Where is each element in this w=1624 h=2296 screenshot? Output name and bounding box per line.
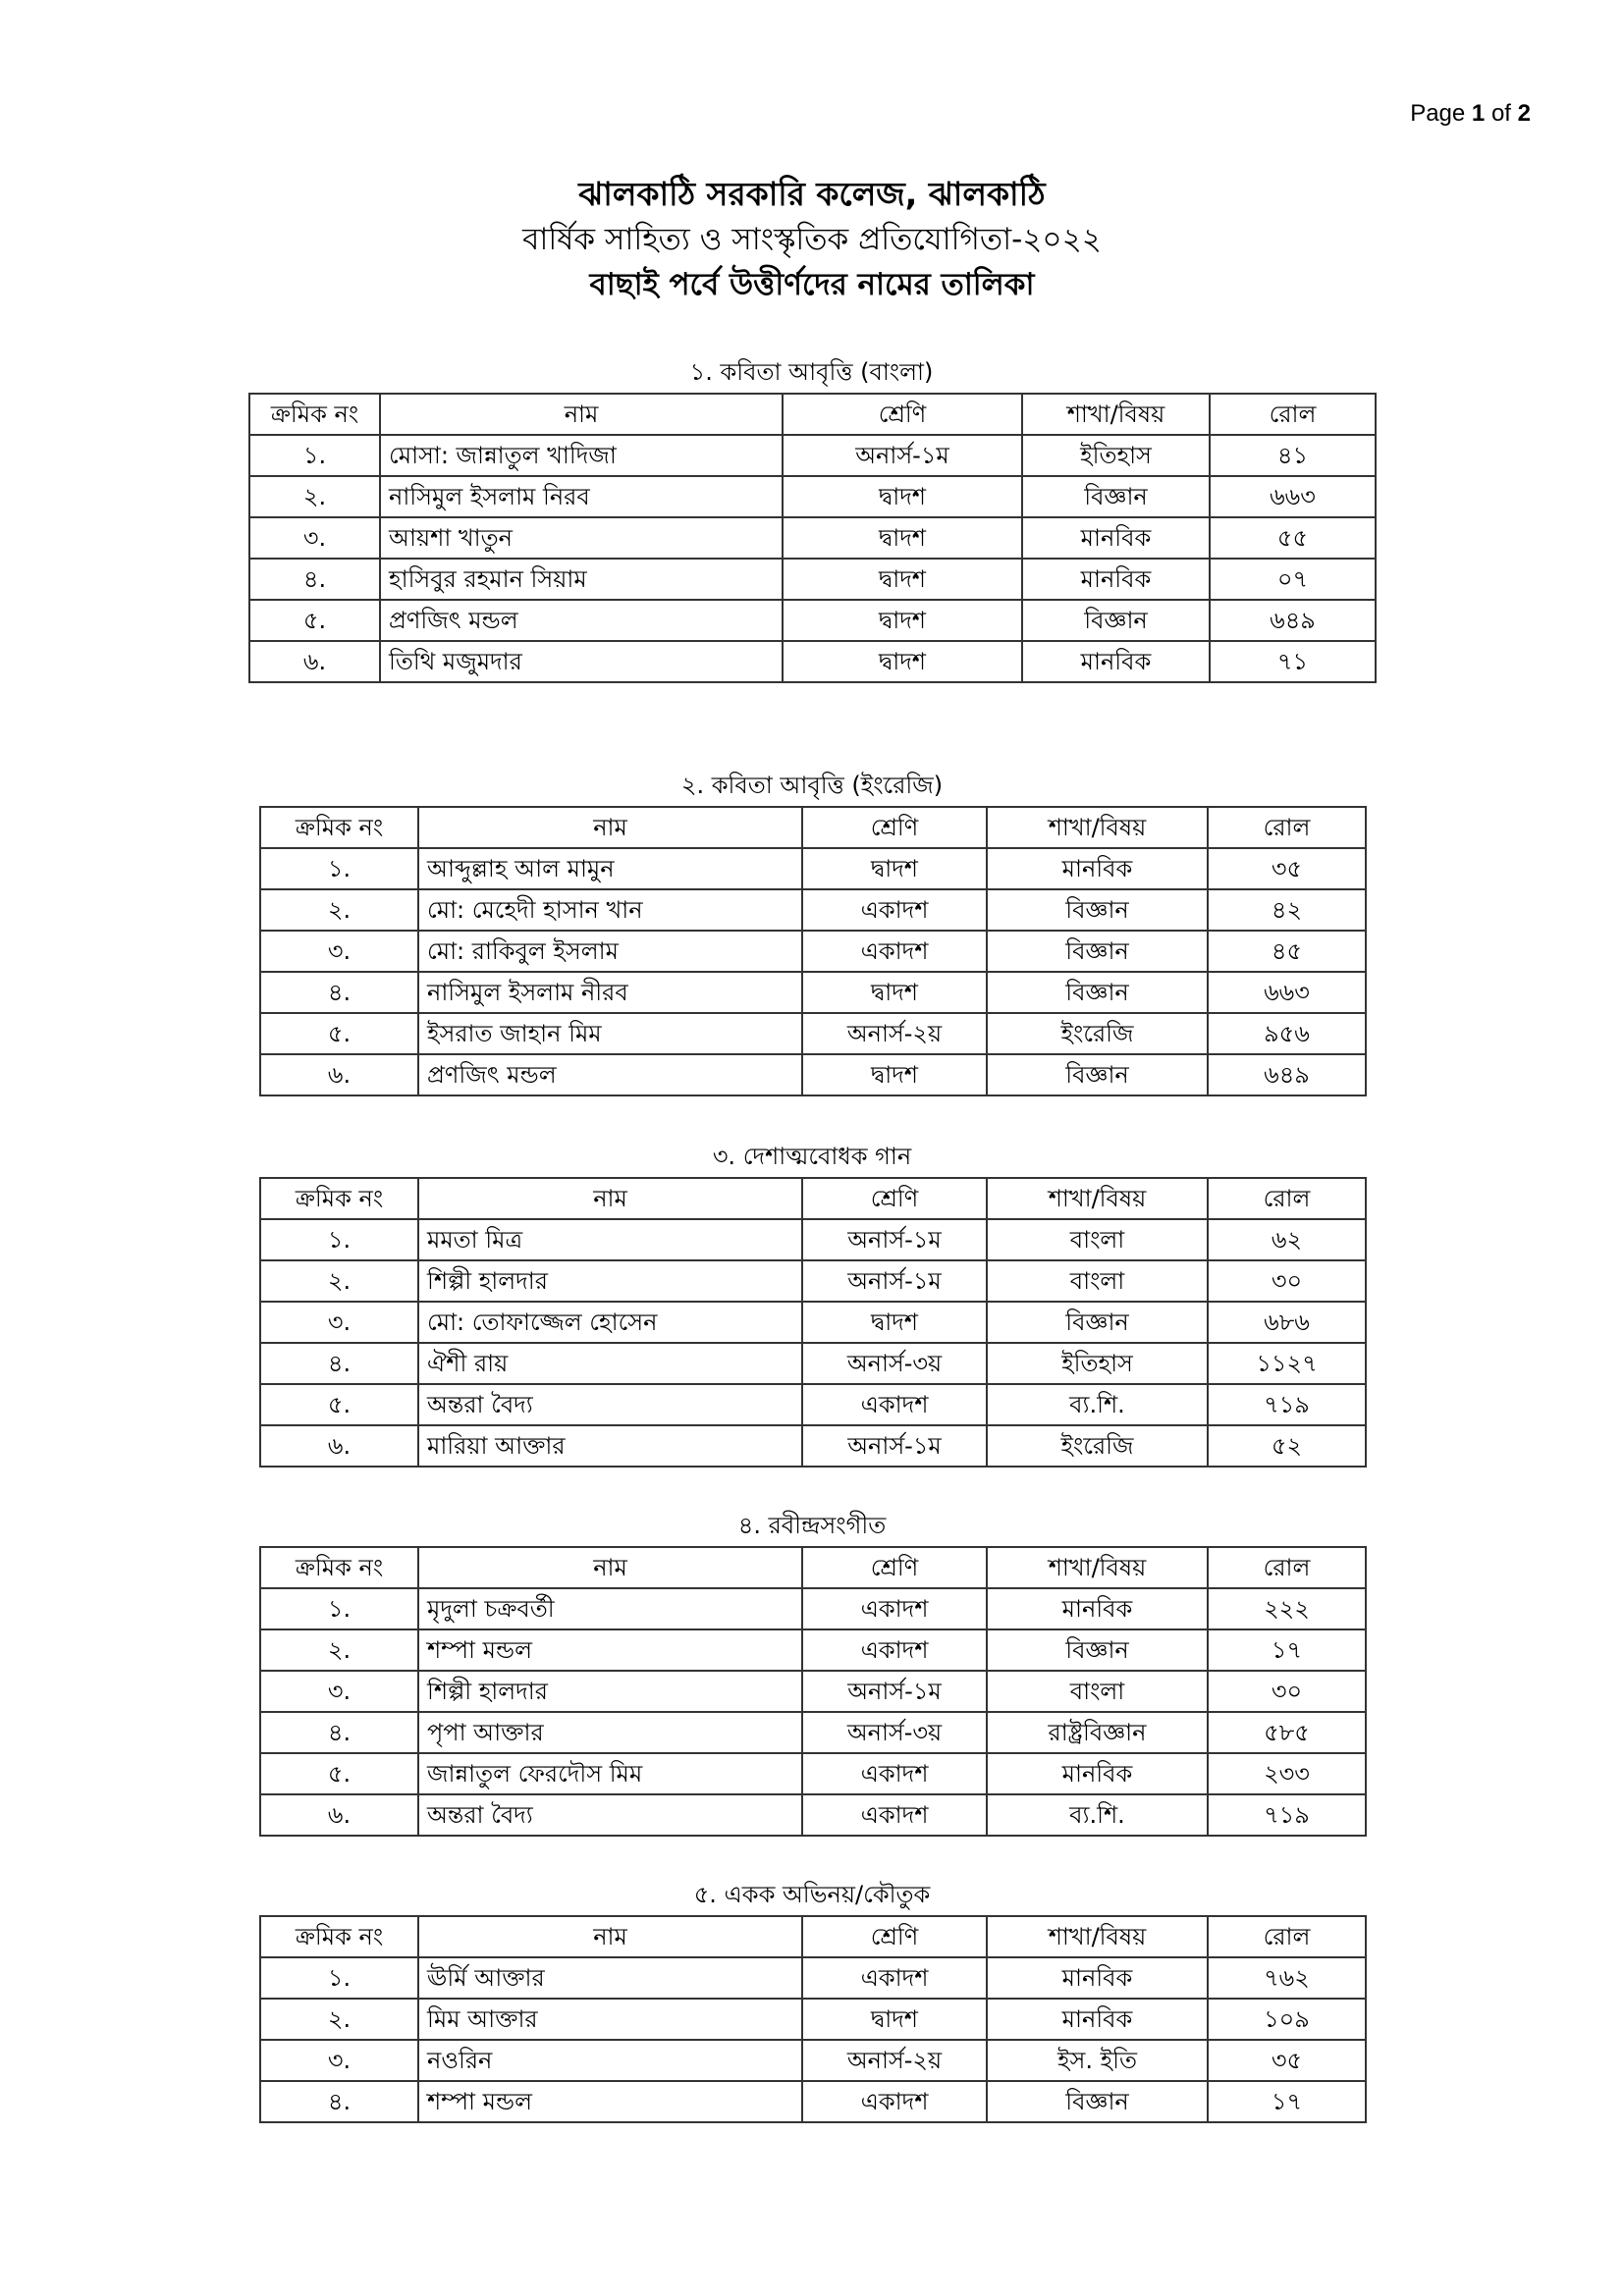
branch-cell: বাংলা bbox=[987, 1219, 1208, 1260]
roll-cell: ১৭ bbox=[1208, 1629, 1366, 1671]
table-row bbox=[260, 1794, 1366, 1836]
column-header-branch: শাখা/বিষয় bbox=[1022, 394, 1210, 435]
section-title: ৪. রবীন্দ্রসংগীত bbox=[737, 1512, 887, 1539]
roll-cell: ৭১৯ bbox=[1208, 1794, 1366, 1836]
name-cell: অন্তরা বৈদ্য bbox=[418, 1384, 802, 1425]
serial-cell: ৬. bbox=[249, 641, 380, 682]
roll-cell: ৪১ bbox=[1210, 435, 1376, 476]
class-cell: একাদশ bbox=[802, 1629, 987, 1671]
table-row bbox=[260, 1629, 1366, 1671]
name-cell: শম্পা মন্ডল bbox=[418, 1629, 802, 1671]
roll-cell: ২২২ bbox=[1208, 1588, 1366, 1629]
branch-cell: মানবিক bbox=[987, 1588, 1208, 1629]
class-cell: অনার্স-২য় bbox=[802, 1013, 987, 1054]
column-header-branch: শাখা/বিষয় bbox=[987, 1547, 1208, 1588]
participants-table bbox=[259, 806, 1367, 1096]
class-cell: দ্বাদশ bbox=[802, 848, 987, 889]
roll-cell: ৩৫ bbox=[1208, 2040, 1366, 2081]
roll-cell: ৩০ bbox=[1208, 1260, 1366, 1302]
column-header-name: নাম bbox=[418, 1178, 802, 1219]
class-cell: অনার্স-১ম bbox=[783, 435, 1022, 476]
branch-cell: মানবিক bbox=[987, 1957, 1208, 1999]
table-row bbox=[260, 1384, 1366, 1425]
column-header-serial: ক্রমিক নং bbox=[260, 807, 418, 848]
class-cell: দ্বাদশ bbox=[783, 476, 1022, 517]
class-cell: দ্বাদশ bbox=[802, 972, 987, 1013]
branch-cell: বাংলা bbox=[987, 1260, 1208, 1302]
column-header-class: শ্রেণি bbox=[802, 1547, 987, 1588]
column-header-name: নাম bbox=[418, 1547, 802, 1588]
branch-cell: ইতিহাস bbox=[987, 1343, 1208, 1384]
column-header-serial: ক্রমিক নং bbox=[260, 1547, 418, 1588]
name-cell: মো: রাকিবুল ইসলাম bbox=[418, 931, 802, 972]
name-cell: ঊর্মি আক্তার bbox=[418, 1957, 802, 1999]
class-cell: অনার্স-১ম bbox=[802, 1671, 987, 1712]
name-cell: জান্নাতুল ফেরদৌস মিম bbox=[418, 1753, 802, 1794]
column-header-name: নাম bbox=[380, 394, 783, 435]
column-header-serial: ক্রমিক নং bbox=[260, 1178, 418, 1219]
name-cell: আব্দুল্লাহ আল মামুন bbox=[418, 848, 802, 889]
roll-cell: ৬৪৯ bbox=[1208, 1054, 1366, 1095]
branch-cell: ব্য.শি. bbox=[987, 1794, 1208, 1836]
table-row bbox=[249, 641, 1376, 682]
name-cell: শিল্পী হালদার bbox=[418, 1260, 802, 1302]
serial-cell: ৬. bbox=[260, 1054, 418, 1095]
serial-cell: ৪. bbox=[260, 1343, 418, 1384]
class-cell: একাদশ bbox=[802, 1753, 987, 1794]
section-3 bbox=[259, 1140, 1365, 1468]
section-2 bbox=[259, 769, 1365, 1096]
column-header-serial: ক্রমিক নং bbox=[260, 1916, 418, 1957]
section-5 bbox=[259, 1878, 1365, 2123]
column-header-class: শ্রেণি bbox=[802, 1178, 987, 1219]
table-header-row bbox=[249, 394, 1376, 435]
serial-cell: ২. bbox=[260, 889, 418, 931]
page-number bbox=[1410, 100, 1531, 128]
class-cell: অনার্স-১ম bbox=[802, 1425, 987, 1467]
name-cell: শিল্পী হালদার bbox=[418, 1671, 802, 1712]
serial-cell: ৬. bbox=[260, 1794, 418, 1836]
name-cell: মো: মেহেদী হাসান খান bbox=[418, 889, 802, 931]
section-title: ২. কবিতা আবৃত্তি (ইংরেজি) bbox=[680, 772, 944, 799]
serial-cell: ২. bbox=[260, 1629, 418, 1671]
class-cell: একাদশ bbox=[802, 2081, 987, 2122]
table-row bbox=[260, 1219, 1366, 1260]
class-cell: একাদশ bbox=[802, 1588, 987, 1629]
name-cell: শম্পা মন্ডল bbox=[418, 2081, 802, 2122]
table-row bbox=[260, 1712, 1366, 1753]
roll-cell: ৩৫ bbox=[1208, 848, 1366, 889]
section-title: ১. কবিতা আবৃত্তি (বাংলা) bbox=[689, 358, 934, 386]
name-cell: নাসিমুল ইসলাম নীরব bbox=[418, 972, 802, 1013]
branch-cell: বিজ্ঞান bbox=[987, 889, 1208, 931]
page-total: 2 bbox=[1517, 100, 1531, 127]
name-cell: মারিয়া আক্তার bbox=[418, 1425, 802, 1467]
serial-cell: ২. bbox=[249, 476, 380, 517]
name-cell: হাসিবুর রহমান সিয়াম bbox=[380, 559, 783, 600]
serial-cell: ৪. bbox=[260, 1712, 418, 1753]
section-1 bbox=[248, 355, 1375, 683]
table-row bbox=[260, 1260, 1366, 1302]
branch-cell: রাষ্ট্রবিজ্ঞান bbox=[987, 1712, 1208, 1753]
roll-cell: ৬৮৬ bbox=[1208, 1302, 1366, 1343]
column-header-class: শ্রেণি bbox=[802, 807, 987, 848]
roll-cell: ৫৮৫ bbox=[1208, 1712, 1366, 1753]
class-cell: দ্বাদশ bbox=[783, 600, 1022, 641]
name-cell: প্রণজিৎ মন্ডল bbox=[380, 600, 783, 641]
class-cell: একাদশ bbox=[802, 1794, 987, 1836]
column-header-roll: রোল bbox=[1208, 807, 1366, 848]
name-cell: আয়শা খাতুন bbox=[380, 517, 783, 559]
name-cell: প্রণজিৎ মন্ডল bbox=[418, 1054, 802, 1095]
name-cell: পৃপা আক্তার bbox=[418, 1712, 802, 1753]
serial-cell: ১. bbox=[260, 848, 418, 889]
class-cell: দ্বাদশ bbox=[802, 1054, 987, 1095]
roll-cell: ৭১৯ bbox=[1208, 1384, 1366, 1425]
branch-cell: ইংরেজি bbox=[987, 1013, 1208, 1054]
serial-cell: ৩. bbox=[260, 1302, 418, 1343]
roll-cell: ৩০ bbox=[1208, 1671, 1366, 1712]
section-4 bbox=[259, 1509, 1365, 1837]
name-cell: তিথি মজুমদার bbox=[380, 641, 783, 682]
name-cell: নাসিমুল ইসলাম নিরব bbox=[380, 476, 783, 517]
roll-cell: ৪২ bbox=[1208, 889, 1366, 931]
serial-cell: ৪. bbox=[260, 972, 418, 1013]
name-cell: মিম আক্তার bbox=[418, 1999, 802, 2040]
class-cell: অনার্স-১ম bbox=[802, 1219, 987, 1260]
serial-cell: ৬. bbox=[260, 1425, 418, 1467]
name-cell: নওরিন bbox=[418, 2040, 802, 2081]
table-header-row bbox=[260, 1547, 1366, 1588]
class-cell: দ্বাদশ bbox=[783, 517, 1022, 559]
branch-cell: ইতিহাস bbox=[1022, 435, 1210, 476]
branch-cell: বিজ্ঞান bbox=[987, 931, 1208, 972]
serial-cell: ৩. bbox=[260, 1671, 418, 1712]
class-cell: একাদশ bbox=[802, 1384, 987, 1425]
section-title: ৩. দেশাত্মবোধক গান bbox=[712, 1143, 912, 1170]
name-cell: অন্তরা বৈদ্য bbox=[418, 1794, 802, 1836]
participants-table bbox=[248, 393, 1377, 683]
table-row bbox=[260, 1671, 1366, 1712]
branch-cell: মানবিক bbox=[1022, 559, 1210, 600]
roll-cell: ৫২ bbox=[1208, 1425, 1366, 1467]
serial-cell: ৩. bbox=[249, 517, 380, 559]
roll-cell: ৬৬৩ bbox=[1208, 972, 1366, 1013]
table-row bbox=[249, 600, 1376, 641]
page-current: 1 bbox=[1471, 100, 1486, 127]
page-of: of bbox=[1490, 100, 1511, 127]
column-header-roll: রোল bbox=[1208, 1916, 1366, 1957]
table-row bbox=[260, 972, 1366, 1013]
class-cell: দ্বাদশ bbox=[783, 641, 1022, 682]
table-row bbox=[260, 2040, 1366, 2081]
class-cell: একাদশ bbox=[802, 1957, 987, 1999]
table-row bbox=[260, 1343, 1366, 1384]
class-cell: অনার্স-২য় bbox=[802, 2040, 987, 2081]
serial-cell: ১. bbox=[260, 1219, 418, 1260]
column-header-serial: ক্রমিক নং bbox=[249, 394, 380, 435]
table-row bbox=[260, 1957, 1366, 1999]
serial-cell: ৩. bbox=[260, 931, 418, 972]
table-row bbox=[260, 1999, 1366, 2040]
serial-cell: ৪. bbox=[260, 2081, 418, 2122]
table-row bbox=[249, 517, 1376, 559]
name-cell: ইসরাত জাহান মিম bbox=[418, 1013, 802, 1054]
class-cell: দ্বাদশ bbox=[802, 1302, 987, 1343]
roll-cell: ৬৪৯ bbox=[1210, 600, 1376, 641]
table-row bbox=[249, 435, 1376, 476]
column-header-roll: রোল bbox=[1210, 394, 1376, 435]
column-header-branch: শাখা/বিষয় bbox=[987, 1178, 1208, 1219]
class-cell: দ্বাদশ bbox=[802, 1999, 987, 2040]
branch-cell: ব্য.শি. bbox=[987, 1384, 1208, 1425]
serial-cell: ৪. bbox=[249, 559, 380, 600]
column-header-name: নাম bbox=[418, 1916, 802, 1957]
branch-cell: বিজ্ঞান bbox=[987, 2081, 1208, 2122]
branch-cell: বাংলা bbox=[987, 1671, 1208, 1712]
roll-cell: ৬৬৩ bbox=[1210, 476, 1376, 517]
institution-title: ঝালকাঠি সরকারি কলেজ, ঝালকাঠি bbox=[578, 175, 1046, 213]
branch-cell: ইস. ইতি bbox=[987, 2040, 1208, 2081]
branch-cell: মানবিক bbox=[987, 1999, 1208, 2040]
name-cell: ঐশী রায় bbox=[418, 1343, 802, 1384]
serial-cell: ৫. bbox=[260, 1013, 418, 1054]
list-subtitle: বাছাই পর্বে উত্তীর্ণদের নামের তালিকা bbox=[589, 267, 1035, 302]
table-row bbox=[260, 1588, 1366, 1629]
table-row bbox=[260, 2081, 1366, 2122]
column-header-roll: রোল bbox=[1208, 1547, 1366, 1588]
table-header-row bbox=[260, 1916, 1366, 1957]
table-row bbox=[260, 889, 1366, 931]
branch-cell: বিজ্ঞান bbox=[987, 1629, 1208, 1671]
serial-cell: ২. bbox=[260, 1260, 418, 1302]
roll-cell: ৫৫ bbox=[1210, 517, 1376, 559]
name-cell: মো: তোফাজ্জেল হোসেন bbox=[418, 1302, 802, 1343]
branch-cell: বিজ্ঞান bbox=[1022, 476, 1210, 517]
table-row bbox=[260, 1054, 1366, 1095]
column-header-branch: শাখা/বিষয় bbox=[987, 1916, 1208, 1957]
participants-table bbox=[259, 1915, 1367, 2123]
name-cell: মমতা মিত্র bbox=[418, 1219, 802, 1260]
roll-cell: ১০৯ bbox=[1208, 1999, 1366, 2040]
branch-cell: মানবিক bbox=[987, 1753, 1208, 1794]
table-row bbox=[260, 931, 1366, 972]
roll-cell: ৭১ bbox=[1210, 641, 1376, 682]
branch-cell: ইংরেজি bbox=[987, 1425, 1208, 1467]
column-header-class: শ্রেণি bbox=[783, 394, 1022, 435]
participants-table bbox=[259, 1546, 1367, 1837]
serial-cell: ৫. bbox=[260, 1384, 418, 1425]
table-row bbox=[260, 848, 1366, 889]
branch-cell: মানবিক bbox=[987, 848, 1208, 889]
section-title: ৫. একক অভিনয়/কৌতুক bbox=[693, 1881, 931, 1908]
serial-cell: ৫. bbox=[249, 600, 380, 641]
branch-cell: বিজ্ঞান bbox=[1022, 600, 1210, 641]
branch-cell: বিজ্ঞান bbox=[987, 1054, 1208, 1095]
table-header-row bbox=[260, 807, 1366, 848]
name-cell: মৃদুলা চক্রবর্তী bbox=[418, 1588, 802, 1629]
branch-cell: মানবিক bbox=[1022, 641, 1210, 682]
class-cell: একাদশ bbox=[802, 889, 987, 931]
class-cell: একাদশ bbox=[802, 931, 987, 972]
serial-cell: ৫. bbox=[260, 1753, 418, 1794]
participants-table bbox=[259, 1177, 1367, 1468]
serial-cell: ১. bbox=[260, 1588, 418, 1629]
page-label: Page bbox=[1410, 100, 1466, 127]
serial-cell: ১. bbox=[260, 1957, 418, 1999]
table-row bbox=[260, 1013, 1366, 1054]
roll-cell: ৯৫৬ bbox=[1208, 1013, 1366, 1054]
class-cell: অনার্স-৩য় bbox=[802, 1343, 987, 1384]
column-header-roll: রোল bbox=[1208, 1178, 1366, 1219]
roll-cell: ২৩৩ bbox=[1208, 1753, 1366, 1794]
name-cell: মোসা: জান্নাতুল খাদিজা bbox=[380, 435, 783, 476]
roll-cell: ১৭ bbox=[1208, 2081, 1366, 2122]
column-header-name: নাম bbox=[418, 807, 802, 848]
document-header bbox=[0, 173, 1624, 306]
table-row bbox=[249, 476, 1376, 517]
serial-cell: ১. bbox=[249, 435, 380, 476]
table-row bbox=[260, 1302, 1366, 1343]
branch-cell: মানবিক bbox=[1022, 517, 1210, 559]
table-row bbox=[249, 559, 1376, 600]
column-header-class: শ্রেণি bbox=[802, 1916, 987, 1957]
class-cell: দ্বাদশ bbox=[783, 559, 1022, 600]
roll-cell: ১১২৭ bbox=[1208, 1343, 1366, 1384]
branch-cell: বিজ্ঞান bbox=[987, 1302, 1208, 1343]
table-row bbox=[260, 1753, 1366, 1794]
roll-cell: ৪৫ bbox=[1208, 931, 1366, 972]
column-header-branch: শাখা/বিষয় bbox=[987, 807, 1208, 848]
roll-cell: ৬২ bbox=[1208, 1219, 1366, 1260]
branch-cell: বিজ্ঞান bbox=[987, 972, 1208, 1013]
table-header-row bbox=[260, 1178, 1366, 1219]
serial-cell: ৩. bbox=[260, 2040, 418, 2081]
table-row bbox=[260, 1425, 1366, 1467]
roll-cell: ০৭ bbox=[1210, 559, 1376, 600]
event-title: বার্ষিক সাহিত্য ও সাংস্কৃতিক প্রতিযোগিতা-২০২২ bbox=[522, 222, 1102, 257]
class-cell: অনার্স-৩য় bbox=[802, 1712, 987, 1753]
roll-cell: ৭৬২ bbox=[1208, 1957, 1366, 1999]
serial-cell: ২. bbox=[260, 1999, 418, 2040]
class-cell: অনার্স-১ম bbox=[802, 1260, 987, 1302]
